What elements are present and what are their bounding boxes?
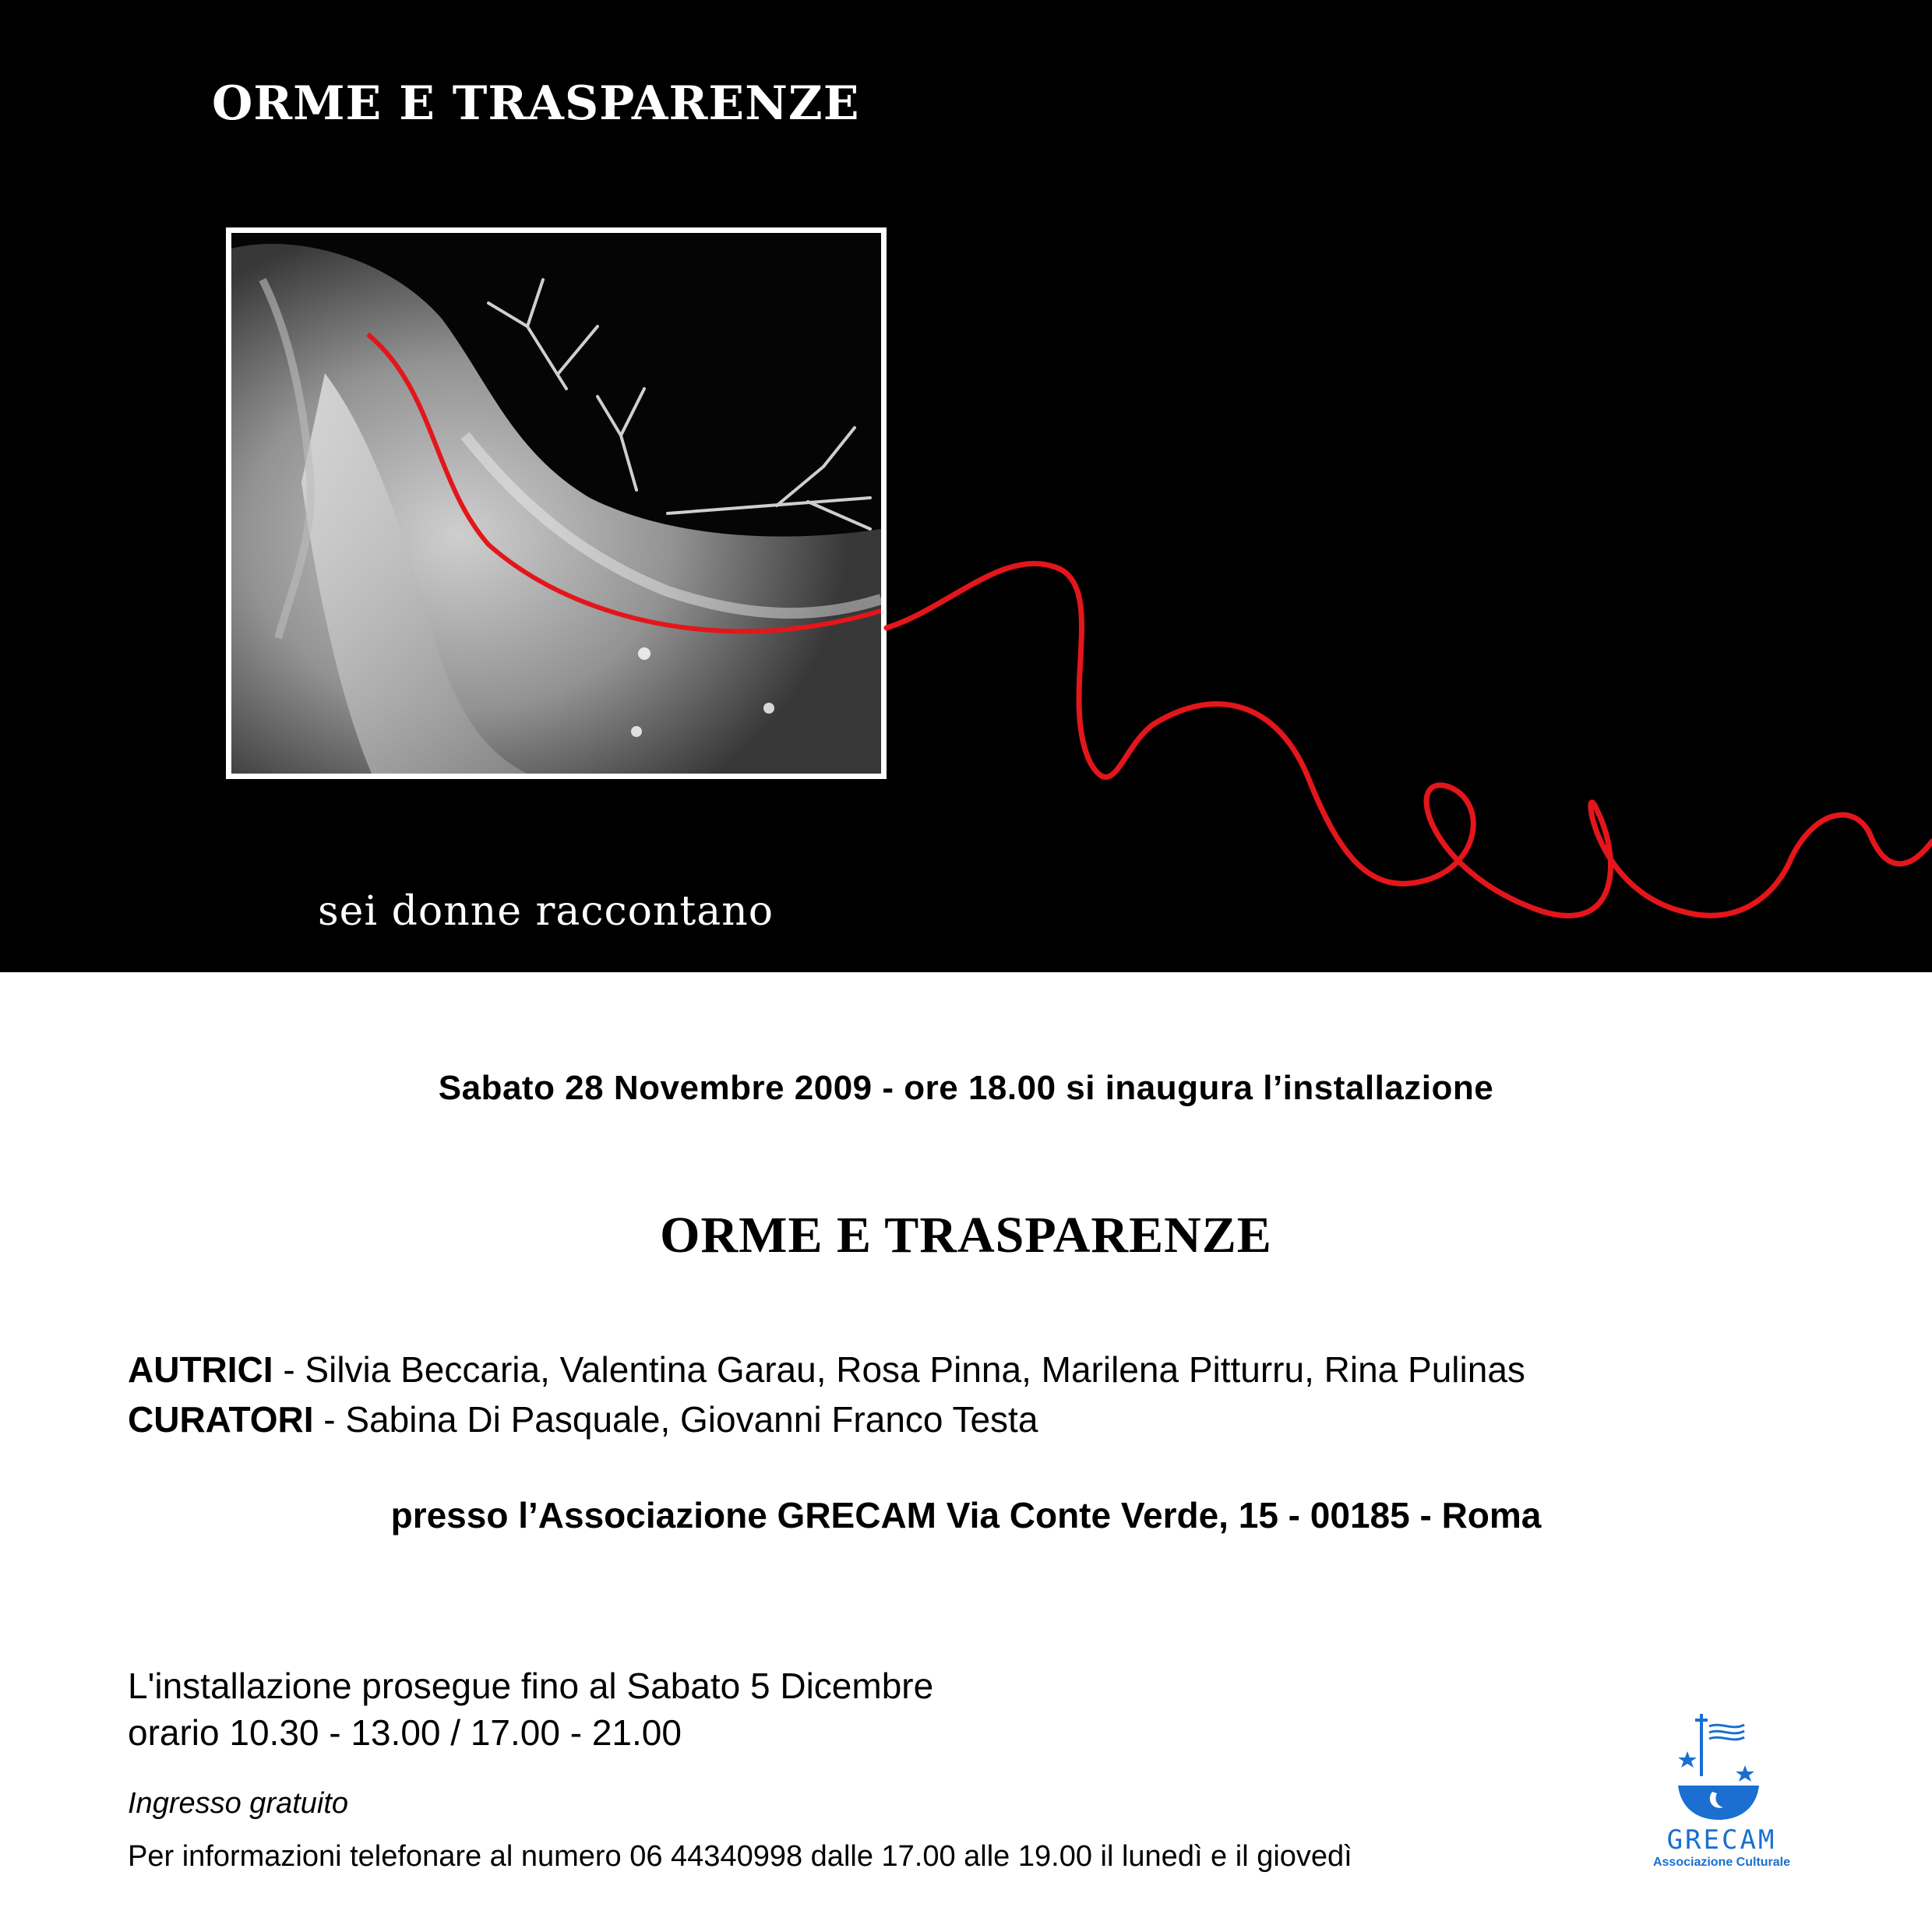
logo-name: GRECAM <box>1666 1824 1777 1856</box>
free-entry-note: Ingresso gratuito <box>128 1787 349 1820</box>
authors-row <box>128 1345 1873 1394</box>
authors-names: - Silvia Beccaria, Valentina Garau, Rosa Pinna, Marilena Pitturru, Rina Pulinas <box>273 1349 1525 1390</box>
opening-hours <box>128 1662 933 1756</box>
logo-tagline: Associazione Culturale <box>1652 1856 1791 1869</box>
curators-names: - Sabina Di Pasquale, Giovanni Franco Testa <box>313 1399 1038 1440</box>
dates-line: L'installazione prosegue fino al Sabato 5 Dicembre <box>128 1666 934 1706</box>
opening-line: Sabato 28 Novembre 2009 - ore 18.00 si inaugura l’installazione <box>438 1069 1494 1107</box>
curators-label: CURATORI <box>128 1399 314 1440</box>
credits <box>128 1345 1873 1444</box>
authors-label: AUTRICI <box>128 1349 273 1390</box>
exhibit-title: ORME E TRASPARENZE <box>660 1207 1272 1264</box>
contact-info: Per informazioni telefonare al numero 06 44340998 dalle 17.00 alle 19.00 il lunedì e il giovedì <box>128 1840 1352 1873</box>
grecam-emblem-icon <box>1678 1711 1764 1820</box>
grecam-logo <box>1620 1711 1823 1876</box>
hero-title: ORME E TRASPARENZE <box>212 76 860 131</box>
curators-row <box>128 1394 1873 1444</box>
hours-line: orario 10.30 - 13.00 / 17.00 - 21.00 <box>128 1712 682 1753</box>
hero-subtitle: sei donne raccontano <box>318 888 774 935</box>
venue-address: presso l’Associazione GRECAM Via Conte Verde, 15 - 00185 - Roma <box>390 1495 1542 1535</box>
